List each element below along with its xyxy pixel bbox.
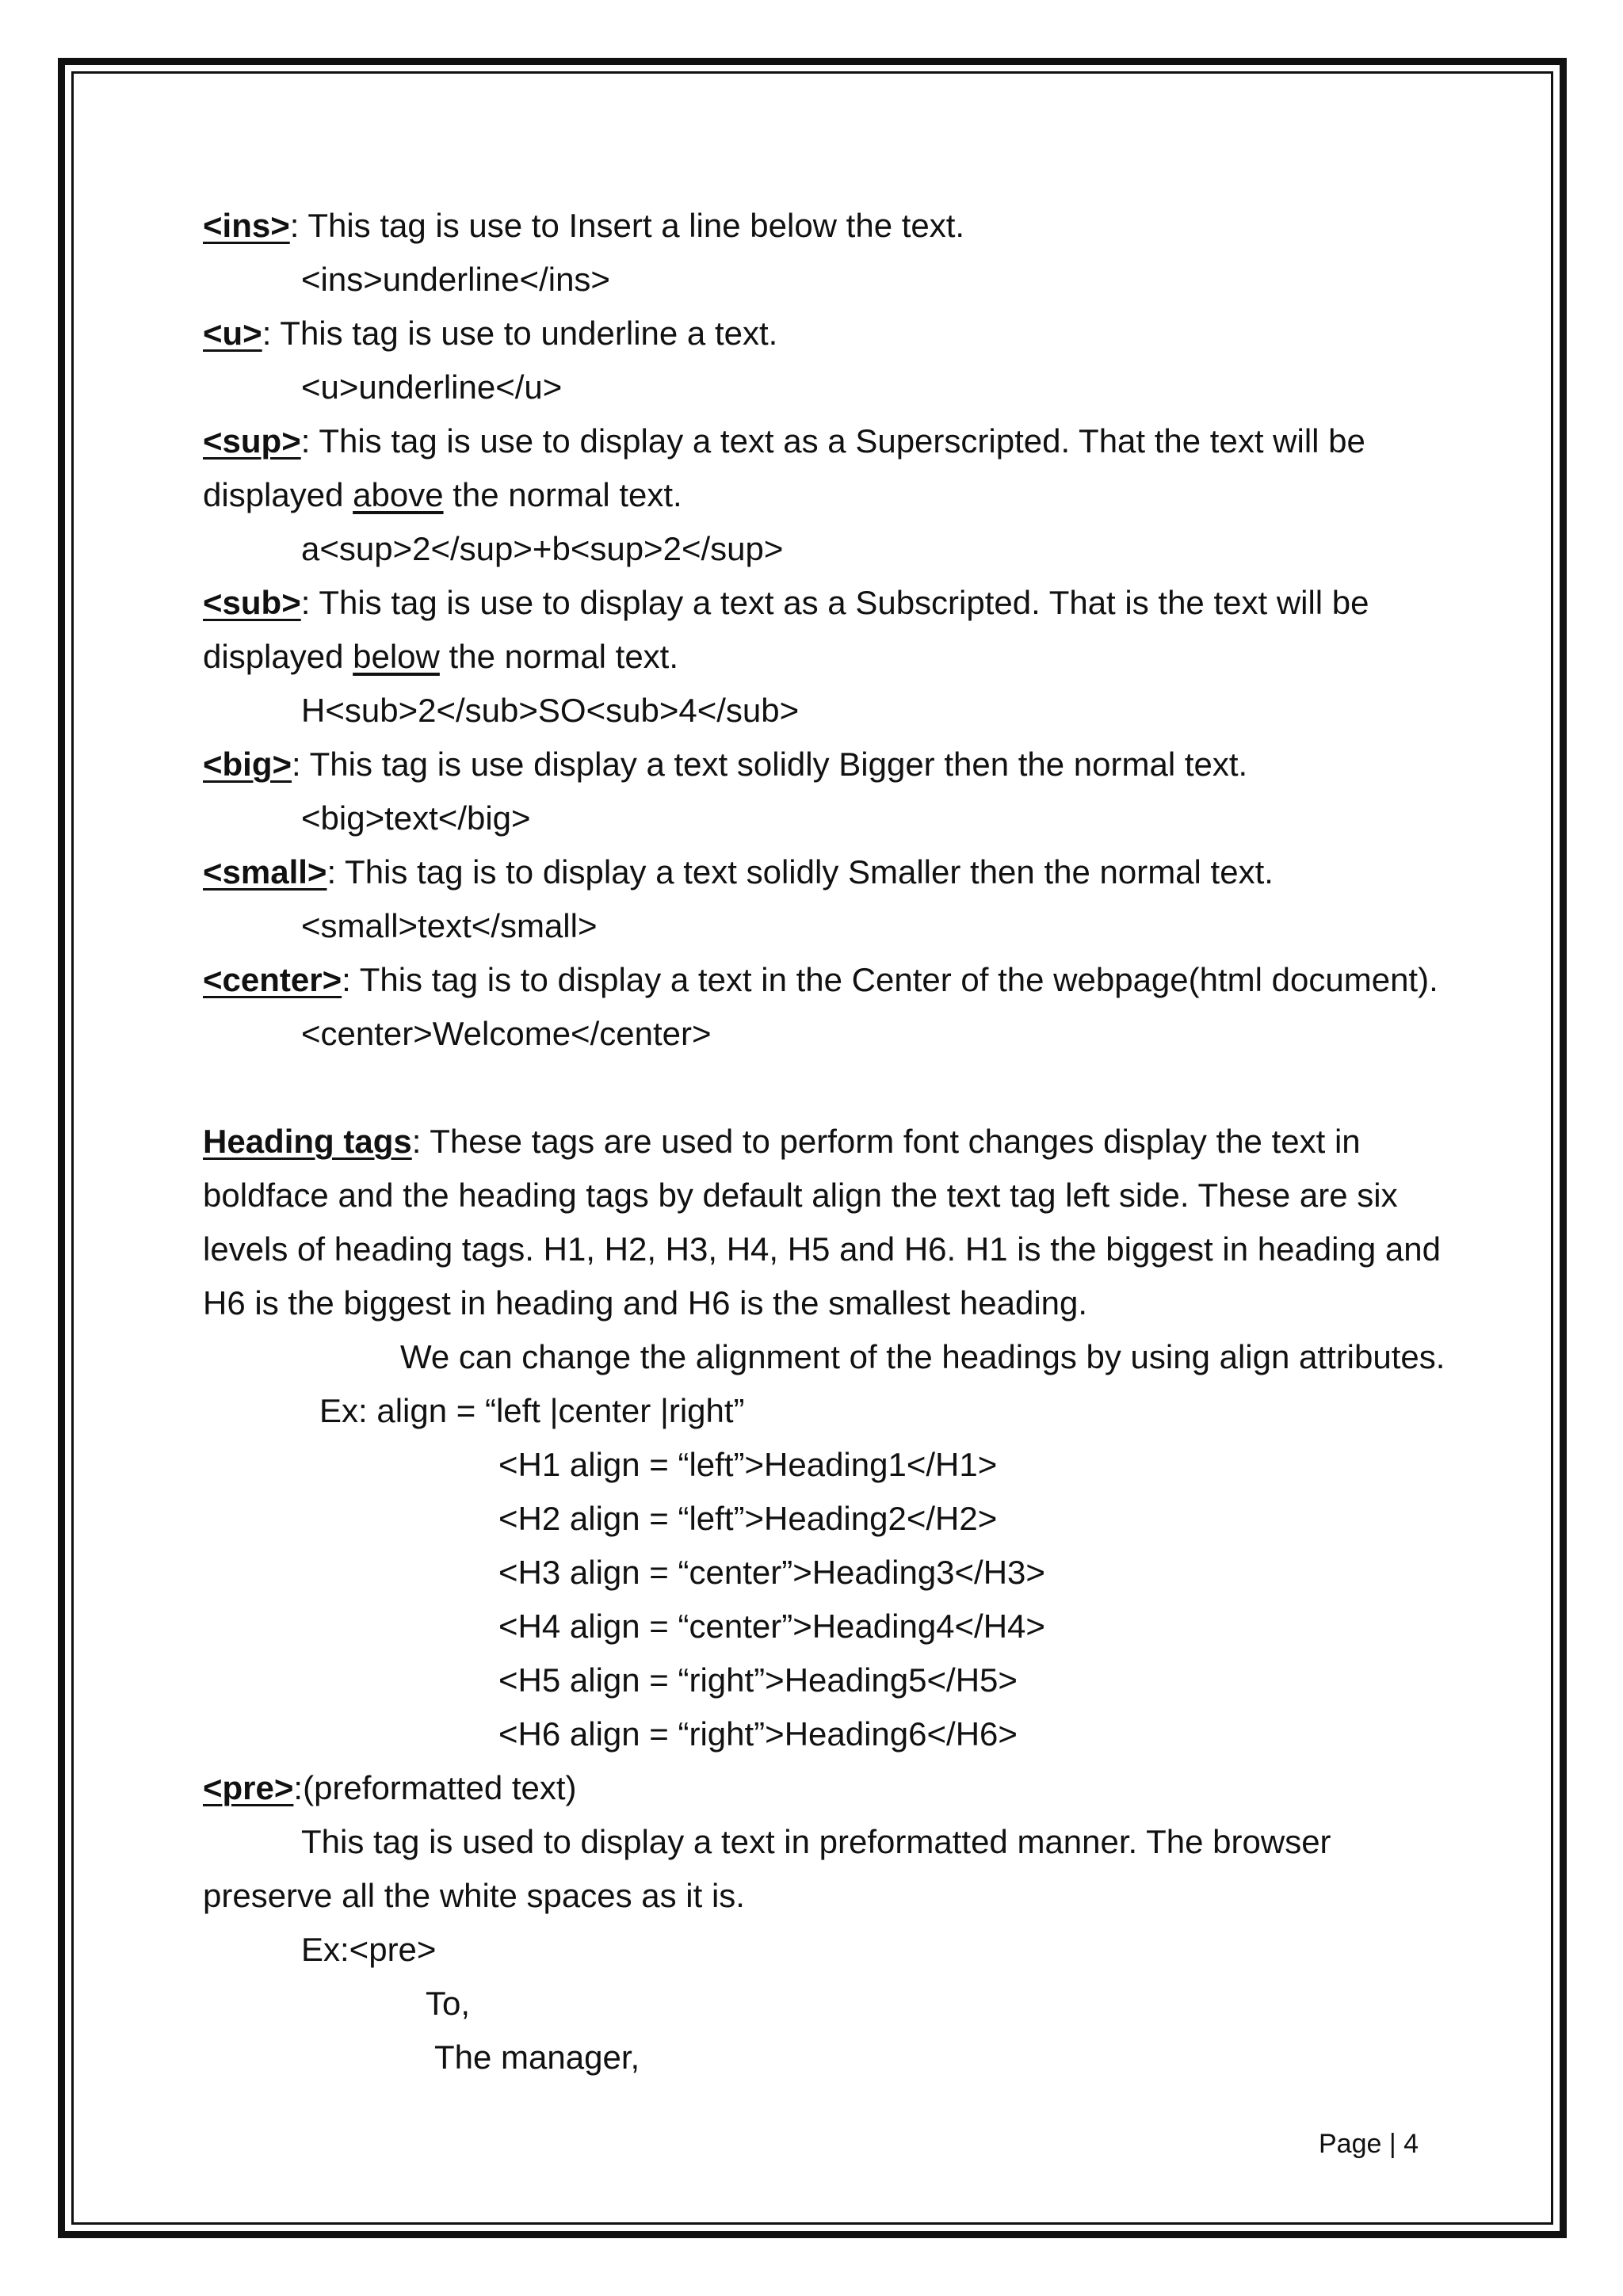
heading-tags-paragraph-line: levels of heading tags. H1, H2, H3, H4, H5 and H6. H1 is the biggest in heading and xyxy=(203,1230,1441,1268)
text-fragment: displayed xyxy=(203,638,353,675)
u-description: : This tag is use to underline a text. xyxy=(262,315,778,352)
heading-tags-paragraph-line: boldface and the heading tags by default align the text tag left side. These are six xyxy=(203,1177,1398,1214)
heading-tags-description: : These tags are used to perform font changes display the text in xyxy=(411,1123,1361,1160)
u-definition xyxy=(203,314,777,353)
sup-tag-term: <sup> xyxy=(203,422,301,460)
u-tag-term: <u> xyxy=(203,315,262,352)
u-example: <u>underline</u> xyxy=(301,368,563,406)
text-fragment: displayed xyxy=(203,476,353,513)
pre-paragraph-line: This tag is used to display a text in preformatted manner. The browser xyxy=(301,1823,1331,1860)
big-description: : This tag is use display a text solidly Bigger then the normal text. xyxy=(292,746,1248,783)
sub-definition xyxy=(203,583,1369,623)
heading-tags-definition xyxy=(203,1122,1361,1161)
heading-example-h2: <H2 align = “left”>Heading2</H2> xyxy=(498,1500,998,1537)
heading-tags-term: Heading tags xyxy=(203,1123,412,1160)
pre-example-line: To, xyxy=(426,1985,471,2022)
pre-tag-term: <pre> xyxy=(203,1769,294,1806)
align-example-syntax: Ex: align = “left |center |right” xyxy=(319,1392,745,1429)
ins-tag-term: <ins> xyxy=(203,207,290,244)
pre-definition xyxy=(203,1768,577,1808)
page-number: Page | 4 xyxy=(1319,2129,1419,2159)
center-description: : This tag is to display a text in the Center of the webpage(html document). xyxy=(342,961,1438,998)
sup-example: a<sup>2</sup>+b<sup>2</sup> xyxy=(301,530,784,567)
small-tag-term: <small> xyxy=(203,853,327,891)
heading-example-h1: <H1 align = “left”>Heading1</H1> xyxy=(498,1446,998,1483)
center-example: <center>Welcome</center> xyxy=(301,1015,712,1052)
ins-description: : This tag is use to Insert a line below the text. xyxy=(289,207,965,244)
pre-paragraph-line: preserve all the white spaces as it is. xyxy=(203,1877,745,1914)
above-word: above xyxy=(353,476,444,513)
sup-description-continued xyxy=(203,475,682,515)
text-fragment: the normal text. xyxy=(439,638,679,675)
heading-example-h5: <H5 align = “right”>Heading5</H5> xyxy=(498,1661,1018,1699)
heading-tags-paragraph-line: H6 is the biggest in heading and H6 is the smallest heading. xyxy=(203,1284,1088,1322)
alignment-note: We can change the alignment of the headings by using align attributes. xyxy=(400,1338,1445,1375)
pre-example-line: The manager, xyxy=(434,2039,640,2076)
pre-description: :(preformatted text) xyxy=(293,1769,577,1806)
sub-description-continued xyxy=(203,637,678,677)
sup-description: : This tag is use to display a text as a Superscripted. That the text will be xyxy=(300,422,1365,460)
below-word: below xyxy=(353,638,440,675)
pre-example-open: Ex:<pre> xyxy=(301,1931,437,1968)
heading-example-h3: <H3 align = “center”>Heading3</H3> xyxy=(498,1554,1045,1591)
ins-example: <ins>underline</ins> xyxy=(301,261,610,298)
center-tag-term: <center> xyxy=(203,961,342,998)
small-description: : This tag is to display a text solidly Smaller then the normal text. xyxy=(327,853,1274,891)
ins-definition xyxy=(203,206,964,246)
text-fragment: the normal text. xyxy=(443,476,682,513)
heading-example-h6: <H6 align = “right”>Heading6</H6> xyxy=(498,1715,1018,1753)
big-tag-term: <big> xyxy=(203,746,292,783)
big-definition xyxy=(203,745,1247,784)
big-example: <big>text</big> xyxy=(301,799,531,837)
heading-example-h4: <H4 align = “center”>Heading4</H4> xyxy=(498,1608,1045,1645)
sup-definition xyxy=(203,421,1365,461)
sub-example: H<sub>2</sub>SO<sub>4</sub> xyxy=(301,692,800,729)
sub-tag-term: <sub> xyxy=(203,584,301,621)
center-definition xyxy=(203,960,1438,1000)
small-example: <small>text</small> xyxy=(301,907,598,944)
small-definition xyxy=(203,852,1274,892)
sub-description: : This tag is use to display a text as a Subscripted. That is the text will be xyxy=(300,584,1369,621)
